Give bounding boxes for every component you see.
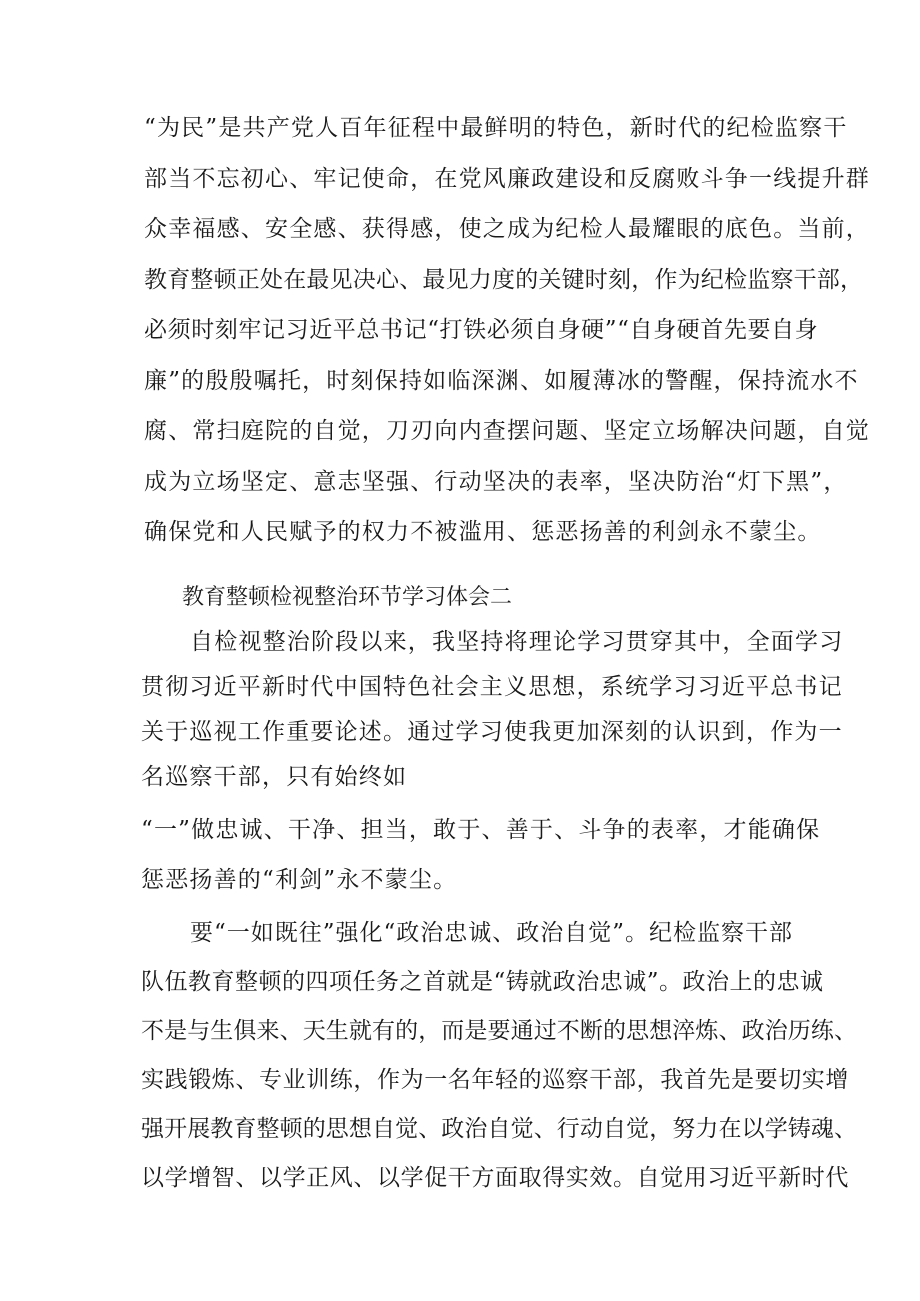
paragraph-1-line-5: 必须时刻牢记习近平总书记“打铁必须自身硬”“自身硬首先要自身 <box>144 317 819 343</box>
paragraph-1-line-1: “为民”是共产党人百年征程中最鲜明的特色，新时代的纪检监察干 <box>144 115 848 141</box>
paragraph-3-line-1: 要“一如既往”强化“政治忠诚、政治自觉”。纪检监察干部 <box>190 920 794 946</box>
paragraph-2-line-1: 自检视整治阶段以来，我坚持将理论学习贯穿其中，全面学习 <box>190 629 844 655</box>
paragraph-3-line-5: 强开展教育整顿的思想自觉、政治自觉、行动自觉，努力在以学铸魂、 <box>141 1116 858 1142</box>
section-heading: 教育整顿检视整治环节学习体会二 <box>182 585 513 610</box>
paragraph-3-line-4: 实践锻炼、专业训练，作为一名年轻的巡察干部，我首先是要切实增 <box>141 1067 849 1093</box>
paragraph-1-line-3: 众幸福感、安全感、获得感，使之成为纪检人最耀眼的底色。当前， <box>144 216 870 242</box>
paragraph-2-line-2: 贯彻习近平新时代中国特色社会主义思想，系统学习习近平总书记 <box>141 674 843 700</box>
paragraph-2-line-4: 名巡察干部，只有始终如 <box>141 764 408 790</box>
paragraph-3-line-2: 队伍教育整顿的四项任务之首就是“铸就政治忠诚”。政治上的忠诚 <box>141 969 824 995</box>
paragraph-1-line-9: 确保党和人民赋予的权力不被滥用、惩恶扬善的利剑永不蒙尘。 <box>144 519 822 545</box>
paragraph-1-line-4: 教育整顿正处在最见决心、最见力度的关键时刻，作为纪检监察干部， <box>144 267 864 293</box>
paragraph-1-line-6: 廉”的殷殷嘱托，时刻保持如临深渊、如履薄冰的警醒，保持流水不 <box>144 368 859 394</box>
paragraph-2-line-3: 关于巡视工作重要论述。通过学习使我更加深刻的认识到，作为一 <box>141 719 843 745</box>
paragraph-1-line-2: 部当不忘初心、牢记使命，在党风廉政建设和反腐败斗争一线提升群 <box>144 166 870 192</box>
paragraph-1-line-8: 成为立场坚定、意志坚强、行动坚决的表率，坚决防治“灯下黑”， <box>144 469 848 495</box>
paragraph-3-line-3: 不是与生俱来、天生就有的，而是要通过不断的思想淬炼、政治历练、 <box>141 1018 858 1044</box>
paragraph-2-line-6: 惩恶扬善的“利剑”永不蒙尘。 <box>141 867 458 893</box>
paragraph-3-line-6: 以学增智、以学正风、以学促干方面取得实效。自觉用习近平新时代 <box>141 1165 849 1191</box>
paragraph-2-line-5: “一”做忠诚、干净、担当，敢于、善于、斗争的表率，才能确保 <box>141 817 821 843</box>
paragraph-1-line-7: 腐、常扫庭院的自觉，刀刃向内查摆问题、坚定立场解决问题，自觉 <box>144 418 870 444</box>
